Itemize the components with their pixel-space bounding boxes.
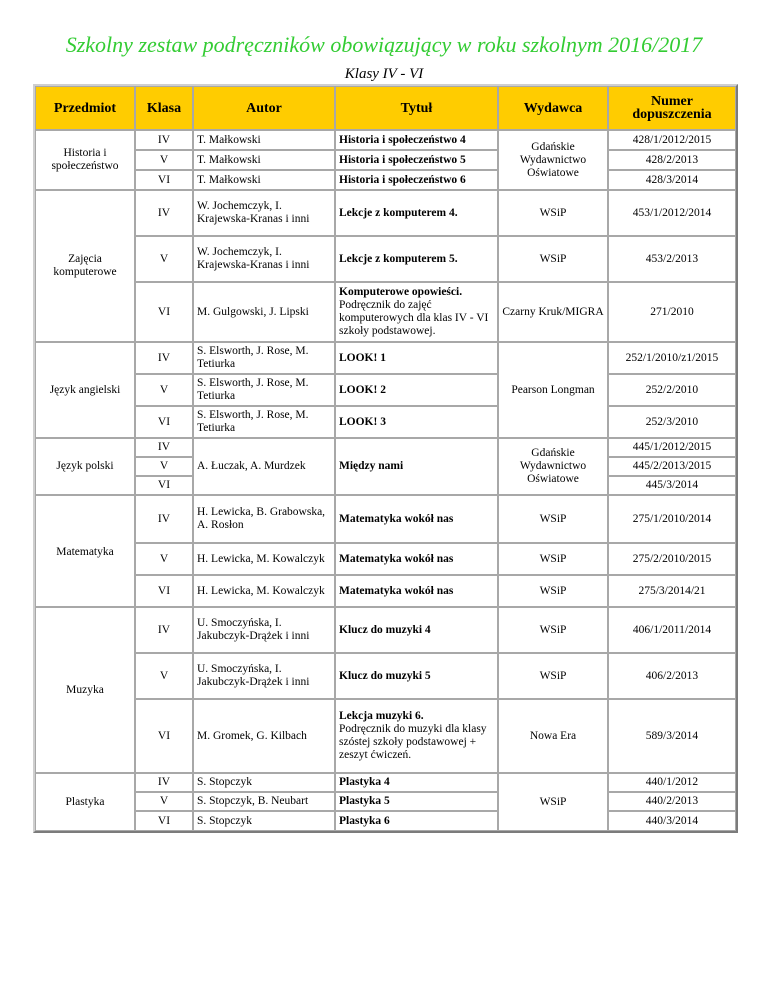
wydawca-cell: Pearson Longman	[498, 342, 608, 438]
subject-cell: Język angielski	[35, 342, 135, 438]
page-subtitle: Klasy IV - VI	[344, 66, 424, 82]
autor-cell: S. Stopczyk	[193, 811, 335, 831]
wydawca-cell: Gdańskie Wydawnictwo Oświatowe	[498, 438, 608, 495]
autor-cell: T. Małkowski	[193, 150, 335, 170]
numer-cell: 275/2/2010/2015	[608, 543, 736, 575]
klasa-cell: V	[135, 543, 193, 575]
numer-cell: 453/1/2012/2014	[608, 190, 736, 236]
tytul-rest: Podręcznik do zajęć komputerowych dla klas IV - VI szkoły podstawowej.	[339, 299, 489, 337]
autor-cell: S. Stopczyk, B. Neubart	[193, 792, 335, 811]
klasa-cell: V	[135, 653, 193, 699]
table-row	[35, 150, 736, 170]
wydawca-cell: Czarny Kruk/MIGRA	[498, 282, 608, 342]
autor-cell: T. Małkowski	[193, 170, 335, 190]
klasa-cell: IV	[135, 607, 193, 653]
table-row	[35, 773, 736, 792]
header-autor: Autor	[193, 86, 335, 130]
autor-cell: S. Elsworth, J. Rose, M. Tetiurka	[193, 406, 335, 438]
autor-cell: S. Elsworth, J. Rose, M. Tetiurka	[193, 342, 335, 374]
table-row	[35, 543, 736, 575]
subject-cell: Język polski	[35, 438, 135, 495]
wydawca-cell: WSiP	[498, 543, 608, 575]
header-przedmiot: Przedmiot	[35, 86, 135, 130]
subject-cell: Historia i społeczeństwo	[35, 130, 135, 190]
numer-cell: 252/1/2010/z1/2015	[608, 342, 736, 374]
klasa-cell: IV	[135, 438, 193, 457]
autor-cell: H. Lewicka, M. Kowalczyk	[193, 575, 335, 607]
table-row	[35, 236, 736, 282]
klasa-cell: VI	[135, 575, 193, 607]
page-title: Szkolny zestaw podręczników obowiązujący w roku szkolnym 2016/2017	[65, 32, 703, 57]
autor-cell: S. Elsworth, J. Rose, M. Tetiurka	[193, 374, 335, 406]
klasa-cell: V	[135, 150, 193, 170]
table-row	[35, 811, 736, 831]
header-numer: Numer dopuszczenia	[608, 86, 736, 130]
tytul-rest: Podręcznik do muzyki dla klasy szóstej szkoły podstawowej + zeszyt ćwiczeń.	[339, 723, 487, 761]
tytul-cell: Historia i społeczeństwo 5	[335, 150, 498, 170]
table-row	[35, 282, 736, 342]
wydawca-cell: WSiP	[498, 190, 608, 236]
numer-cell: 406/2/2013	[608, 653, 736, 699]
numer-cell: 252/3/2010	[608, 406, 736, 438]
header-tytul: Tytuł	[335, 86, 498, 130]
numer-cell: 440/1/2012	[608, 773, 736, 792]
numer-cell: 445/2/2013/2015	[608, 457, 736, 476]
klasa-cell: VI	[135, 282, 193, 342]
numer-cell: 428/3/2014	[608, 170, 736, 190]
numer-cell: 440/3/2014	[608, 811, 736, 831]
autor-cell: A. Łuczak, A. Murdzek	[193, 438, 335, 495]
wydawca-cell: WSiP	[498, 495, 608, 543]
table-row	[35, 406, 736, 438]
klasa-cell: VI	[135, 406, 193, 438]
autor-cell: H. Lewicka, M. Kowalczyk	[193, 543, 335, 575]
wydawca-cell: WSiP	[498, 773, 608, 831]
wydawca-cell: Nowa Era	[498, 699, 608, 773]
table-row	[35, 130, 736, 150]
klasa-cell: IV	[135, 130, 193, 150]
tytul-cell	[335, 699, 498, 773]
klasa-cell: VI	[135, 811, 193, 831]
autor-cell: U. Smoczyńska, I. Jakubczyk-Drążek i inni	[193, 653, 335, 699]
klasa-cell: IV	[135, 190, 193, 236]
numer-cell: 445/1/2012/2015	[608, 438, 736, 457]
tytul-cell: Klucz do muzyki 5	[335, 653, 498, 699]
autor-cell: W. Jochemczyk, I. Krajewska-Kranas i inni	[193, 190, 335, 236]
numer-cell: 406/1/2011/2014	[608, 607, 736, 653]
numer-cell: 440/2/2013	[608, 792, 736, 811]
numer-cell: 445/3/2014	[608, 476, 736, 495]
table-row	[35, 190, 736, 236]
klasa-cell: VI	[135, 170, 193, 190]
table-row	[35, 170, 736, 190]
subject-cell: Matematyka	[35, 495, 135, 607]
numer-cell: 275/3/2014/21	[608, 575, 736, 607]
tytul-cell: LOOK! 1	[335, 342, 498, 374]
autor-cell: M. Gromek, G. Kilbach	[193, 699, 335, 773]
klasa-cell: IV	[135, 495, 193, 543]
wydawca-cell: WSiP	[498, 607, 608, 653]
tytul-cell: Matematyka wokół nas	[335, 495, 498, 543]
tytul-cell: Lekcje z komputerem 5.	[335, 236, 498, 282]
numer-cell: 271/2010	[608, 282, 736, 342]
numer-cell: 252/2/2010	[608, 374, 736, 406]
numer-cell: 428/1/2012/2015	[608, 130, 736, 150]
numer-cell: 453/2/2013	[608, 236, 736, 282]
numer-cell: 275/1/2010/2014	[608, 495, 736, 543]
tytul-cell: Klucz do muzyki 4	[335, 607, 498, 653]
tytul-cell: Historia i społeczeństwo 4	[335, 130, 498, 150]
subject-cell: Plastyka	[35, 773, 135, 831]
table-row	[35, 699, 736, 773]
table-row	[35, 342, 736, 374]
tytul-bold: Lekcja muzyki 6.	[339, 710, 424, 722]
autor-cell: W. Jochemczyk, I. Krajewska-Kranas i inni	[193, 236, 335, 282]
subject-cell: Muzyka	[35, 607, 135, 773]
tytul-cell: Plastyka 6	[335, 811, 498, 831]
tytul-cell: LOOK! 3	[335, 406, 498, 438]
tytul-cell: Historia i społeczeństwo 6	[335, 170, 498, 190]
tytul-cell: Matematyka wokół nas	[335, 543, 498, 575]
autor-cell: M. Gulgowski, J. Lipski	[193, 282, 335, 342]
tytul-cell: LOOK! 2	[335, 374, 498, 406]
autor-cell: T. Małkowski	[193, 130, 335, 150]
klasa-cell: V	[135, 236, 193, 282]
klasa-cell: V	[135, 792, 193, 811]
autor-cell: U. Smoczyńska, I. Jakubczyk-Drążek i inni	[193, 607, 335, 653]
tytul-cell: Plastyka 5	[335, 792, 498, 811]
tytul-cell: Między nami	[335, 438, 498, 495]
wydawca-cell: WSiP	[498, 653, 608, 699]
table-row	[35, 792, 736, 811]
table-row	[35, 653, 736, 699]
wydawca-cell: WSiP	[498, 236, 608, 282]
tytul-cell: Lekcje z komputerem 4.	[335, 190, 498, 236]
autor-cell: H. Lewicka, B. Grabowska, A. Rosłon	[193, 495, 335, 543]
table-row	[35, 607, 736, 653]
subject-cell: Zajęcia komputerowe	[35, 190, 135, 342]
wydawca-cell: Gdańskie Wydawnictwo Oświatowe	[498, 130, 608, 190]
header-wydawca: Wydawca	[498, 86, 608, 130]
klasa-cell: V	[135, 374, 193, 406]
klasa-cell: VI	[135, 476, 193, 495]
autor-cell: S. Stopczyk	[193, 773, 335, 792]
wydawca-cell: WSiP	[498, 575, 608, 607]
textbook-table	[33, 84, 738, 833]
tytul-cell: Matematyka wokół nas	[335, 575, 498, 607]
klasa-cell: IV	[135, 773, 193, 792]
header-row	[35, 86, 736, 130]
numer-cell: 428/2/2013	[608, 150, 736, 170]
klasa-cell: IV	[135, 342, 193, 374]
header-klasa: Klasa	[135, 86, 193, 130]
tytul-bold: Komputerowe opowieści.	[339, 286, 463, 298]
table-row	[35, 438, 736, 457]
table-row	[35, 575, 736, 607]
table-row	[35, 374, 736, 406]
numer-cell: 589/3/2014	[608, 699, 736, 773]
tytul-cell	[335, 282, 498, 342]
klasa-cell: V	[135, 457, 193, 476]
tytul-cell: Plastyka 4	[335, 773, 498, 792]
table-row	[35, 495, 736, 543]
klasa-cell: VI	[135, 699, 193, 773]
